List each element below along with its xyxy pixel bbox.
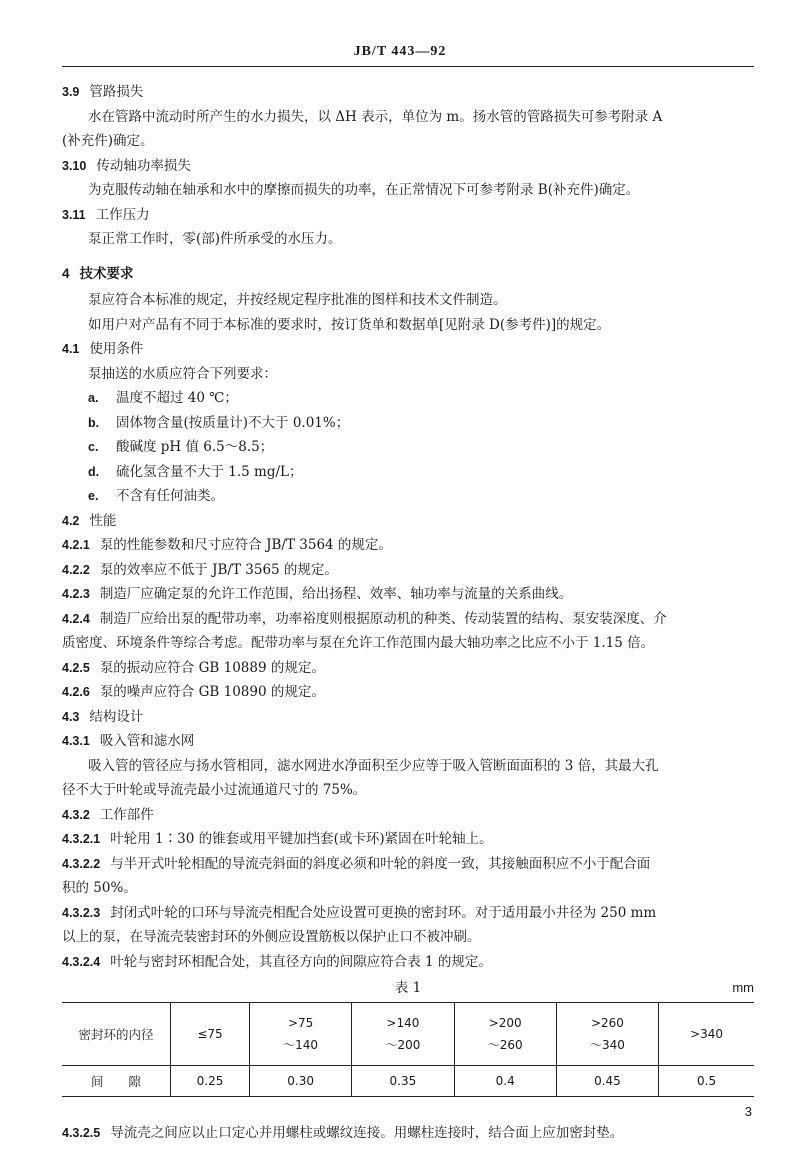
document-body — [62, 80, 754, 1146]
section-3-11-text: 泵正常工作时，零(部)件所承受的水压力。 — [88, 231, 342, 247]
table-cell: 0.30 — [249, 1066, 351, 1097]
table-row-label: 间 隙 — [62, 1066, 171, 1097]
table-cell: >140 ～200 — [352, 1003, 454, 1066]
clause-4-2-6: 4.2.6 泵的噪声应符合 GB 10890 的规定。 — [62, 684, 325, 700]
clause-4-3-2-3: 4.3.2.3 封闭式叶轮的口环与导流壳相配合处应设置可更换的密封环。对于适用最小井径为 250 mm — [62, 904, 657, 921]
section-4-3-heading: 4.3 结构设计 — [62, 708, 144, 725]
table-row — [62, 1066, 754, 1097]
clause-4-2-4-cont: 质密度、环境条件等综合考虑。配带功率与泵在允许工作范围内最大轴功率之比应不小于 1.15 倍。 — [62, 635, 655, 651]
header-rule — [62, 66, 754, 67]
clause-4-3-1-text: 吸入管的管径应与扬水管相同，滤水网进水净面积至少应等于吸入管断面面积的 3 倍，其最大孔 — [88, 757, 659, 774]
section-3-11-heading: 3.11 工作压力 — [62, 206, 150, 223]
table-cell: >260 ～340 — [556, 1003, 658, 1066]
table-cell: 0.5 — [659, 1066, 754, 1097]
clause-4-3-2-5: 4.3.2.5 导流壳之间应以止口定心并用螺柱或螺纹连接。用螺柱连接时，结合面上应加密封垫。 — [62, 1125, 624, 1141]
page-number: 3 — [744, 1104, 752, 1119]
table-row — [62, 1003, 754, 1066]
table-cell: >75 ～140 — [249, 1003, 351, 1066]
page-header: JB/T 443—92 — [353, 44, 447, 59]
clause-4-3-2-3-cont: 以上的泵，在导流壳装密封环的外侧应设置筋板以保护止口不被冲刷。 — [62, 929, 481, 945]
clause-4-3-2-1: 4.3.2.1 叶轮用 1∶30 的锥套或用平键加挡套(或卡环)紧固在叶轮轴上。 — [62, 831, 493, 847]
section-4-2-heading: 4.2 性能 — [62, 512, 117, 529]
list-item: a. 温度不超过 40 ℃； — [88, 390, 238, 406]
clause-4-3-2-heading: 4.3.2 工作部件 — [62, 806, 154, 823]
section-3-9-heading: 3.9 管路损失 — [62, 84, 144, 100]
clearance-table — [62, 1002, 754, 1097]
clause-4-2-3: 4.2.3 制造厂应确定泵的允许工作范围，给出扬程、效率、轴功率与流量的关系曲线。 — [62, 586, 573, 602]
list-item: b. 固体物含量(按质量计)不大于 0.01%； — [88, 414, 350, 431]
table-cell: ≤75 — [171, 1003, 250, 1066]
section-3-10-heading: 3.10 传动轴功率损失 — [62, 157, 191, 174]
clause-4-2-1: 4.2.1 泵的性能参数和尺寸应符合 JB/T 3564 的规定。 — [62, 537, 392, 553]
section-4-heading: 4 技术要求 — [62, 265, 134, 282]
table-title: 表 1 — [394, 980, 422, 996]
table-caption — [62, 976, 754, 1000]
clause-4-3-2-2-cont: 积的 50%。 — [62, 880, 137, 896]
section-4-para-2: 如用户对产品有不同于本标准的要求时，按订货单和数据单[见附录 D(参考件)]的规定。 — [88, 316, 611, 333]
clause-4-2-2: 4.2.2 泵的效率应不低于 JB/T 3565 的规定。 — [62, 561, 338, 578]
section-4-para-1: 泵应符合本标准的规定，并按经规定程序批准的图样和技术文件制造。 — [88, 292, 507, 308]
table-cell: >340 — [659, 1003, 754, 1066]
table-cell: 0.35 — [352, 1066, 454, 1097]
section-4-1-heading: 4.1 使用条件 — [62, 341, 144, 357]
list-item: d. 硫化氢含量不大于 1.5 mg/L； — [88, 463, 303, 480]
section-3-9-text: 水在管路中流动时所产生的水力损失，以 ΔH 表示，单位为 m。扬水管的管路损失可参考附录 A — [88, 108, 663, 125]
table-cell: 0.25 — [171, 1066, 250, 1097]
clause-4-3-1-heading: 4.3.1 吸入管和滤水网 — [62, 733, 195, 749]
clause-4-3-2-4: 4.3.2.4 叶轮与密封环相配合处，其直径方向的间隙应符合表 1 的规定。 — [62, 953, 492, 970]
table-unit: mm — [732, 980, 754, 995]
table-cell: >200 ～260 — [454, 1003, 556, 1066]
table-row-label: 密封环的内径 — [62, 1003, 171, 1066]
section-4-1-intro: 泵抽送的水质应符合下列要求： — [88, 365, 277, 382]
table-cell: 0.45 — [556, 1066, 658, 1097]
list-item: c. 酸碱度 pH 值 6.5～8.5； — [88, 439, 274, 455]
table-cell: 0.4 — [454, 1066, 556, 1097]
clause-4-3-2-2: 4.3.2.2 与半开式叶轮相配的导流壳斜面的斜度必须和叶轮的斜度一致，其接触面积应不小于配合面 — [62, 855, 651, 872]
clause-4-2-4: 4.2.4 制造厂应给出泵的配带功率，功率裕度则根据原动机的种类、传动装置的结构、泵安装深度、介 — [62, 610, 667, 627]
list-item: e. 不含有任何油类。 — [88, 488, 224, 504]
clause-4-3-1-text-cont: 径不大于叶轮或导流壳最小过流通道尺寸的 75%。 — [62, 782, 367, 798]
clause-4-2-5: 4.2.5 泵的振动应符合 GB 10889 的规定。 — [62, 659, 325, 676]
section-3-9-text-cont: (补充件)确定。 — [62, 133, 154, 149]
section-3-10-text: 为克服传动轴在轴承和水中的摩擦而损失的功率，在正常情况下可参考附录 B(补充件)确定。 — [88, 182, 640, 198]
